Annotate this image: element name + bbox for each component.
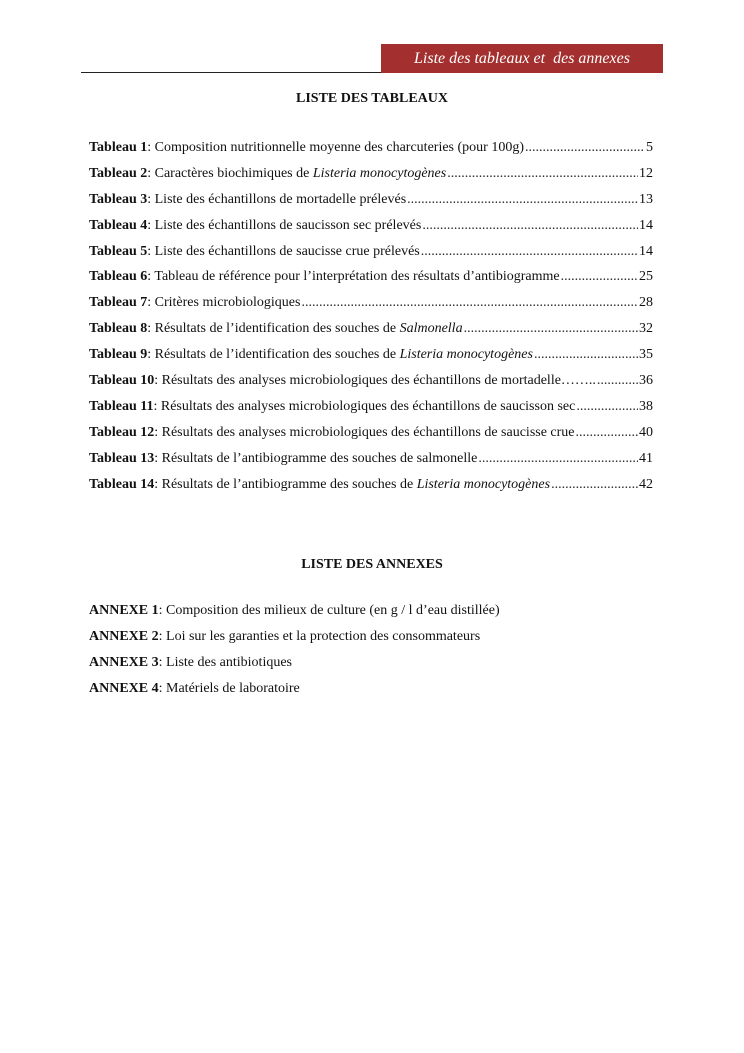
entry-label: Tableau 6 [89, 269, 148, 285]
annex-title: Liste des antibiotiques [166, 655, 292, 670]
dot-leader [407, 192, 638, 208]
entry-title: Résultats des analyses microbiologiques des échantillons de mortadelle…….. [161, 373, 596, 389]
dot-leader [301, 295, 638, 311]
entry-separator: : [147, 191, 155, 207]
entry-label: Tableau 11 [89, 398, 154, 414]
entry-title: Résultats des analyses microbiologiques des échantillons de saucisse crue [161, 424, 575, 440]
toc-entry [89, 399, 653, 425]
entry-text [89, 477, 550, 493]
entry-title: Résultats de l’identification des souches de [154, 321, 400, 337]
entry-text [89, 269, 560, 285]
toc-entry [89, 140, 653, 166]
dot-leader [421, 244, 638, 260]
toc-entry [89, 269, 653, 295]
entry-title: Résultats des analyses microbiologiques des échantillons de saucisson sec [160, 398, 576, 414]
entry-separator: : [147, 165, 155, 181]
entry-label: Tableau 10 [89, 373, 155, 389]
dot-leader [525, 140, 645, 156]
entry-text [89, 192, 406, 208]
annex-label: ANNEXE 2 [89, 629, 159, 644]
entry-title: Critères microbiologiques [154, 295, 301, 311]
toc-entry [89, 373, 653, 399]
entry-text [89, 425, 575, 441]
dot-leader [576, 399, 638, 415]
annex-entry [89, 629, 653, 655]
entry-title: Liste des échantillons de mortadelle prélevés [154, 191, 407, 207]
entry-title: Résultats de l’identification des souches de [154, 347, 400, 363]
annex-label: ANNEXE 4 [89, 681, 159, 696]
entry-text [89, 373, 596, 389]
annexes-section-title: LISTE DES ANNEXES [301, 557, 443, 572]
entry-title: Résultats de l’antibiogramme des souches de [161, 476, 417, 492]
tables-section-title: LISTE DES TABLEAUX [296, 91, 448, 106]
header-rule [81, 72, 381, 73]
page-number: 14 [639, 243, 653, 259]
entry-separator: : [147, 269, 155, 285]
entry-text [89, 295, 300, 311]
annex-title: Composition des milieux de culture (en g / l d’eau distillée) [166, 603, 500, 618]
toc-entry [89, 477, 653, 503]
entry-title-italic: Listeria monocytogènes [399, 347, 533, 363]
dot-leader [534, 347, 638, 363]
dot-leader [576, 425, 638, 441]
entry-label: Tableau 1 [89, 140, 148, 155]
entry-title-italic: Salmonella [399, 321, 463, 337]
toc-entry [89, 295, 653, 321]
annex-title: Loi sur les garanties et la protection des consommateurs [166, 629, 481, 644]
entry-title: Liste des échantillons de saucisse crue prélevés [154, 243, 420, 259]
entry-separator: : [154, 450, 162, 466]
entry-separator: : [153, 398, 161, 414]
entry-label: Tableau 12 [89, 424, 155, 440]
page-number: 5 [646, 140, 653, 155]
annex-entry [89, 681, 653, 707]
toc-entry [89, 244, 653, 270]
toc-entry [89, 321, 653, 347]
entry-label: Tableau 14 [89, 476, 155, 492]
entry-separator: : [147, 243, 155, 259]
dot-leader [561, 269, 638, 285]
dot-leader [478, 451, 638, 467]
dot-leader [447, 166, 638, 182]
entry-label: Tableau 9 [89, 347, 148, 363]
tables-list [89, 140, 653, 502]
entry-separator: : [147, 217, 155, 233]
entry-label: Tableau 3 [89, 191, 148, 207]
entry-text [89, 244, 420, 260]
page-number: 40 [639, 424, 653, 440]
entry-separator: : [154, 373, 162, 389]
entry-separator: : [147, 295, 155, 311]
dot-leader [422, 218, 638, 234]
page-number: 12 [639, 165, 653, 181]
entry-title: Composition nutritionnelle moyenne des charcuteries (pour 100g) [154, 140, 524, 155]
entry-separator: : [154, 476, 162, 492]
toc-entry [89, 192, 653, 218]
page-number: 13 [639, 191, 653, 207]
entry-separator: : [147, 347, 155, 363]
toc-entry [89, 347, 653, 373]
page-number: 28 [639, 295, 653, 311]
page-number: 42 [639, 476, 653, 492]
entry-label: Tableau 2 [89, 165, 148, 181]
running-header-banner: Liste des tableaux et des annexes [381, 44, 663, 73]
annex-entry [89, 655, 653, 681]
entry-text [89, 347, 533, 363]
entry-label: Tableau 5 [89, 243, 148, 259]
dot-leader [464, 321, 638, 337]
entry-text [89, 140, 524, 156]
entry-label: Tableau 4 [89, 217, 148, 233]
entry-label: Tableau 8 [89, 321, 148, 337]
entry-separator: : [154, 424, 162, 440]
toc-entry [89, 218, 653, 244]
page-number: 41 [639, 450, 653, 466]
annex-separator: : [158, 603, 167, 618]
annexes-list [89, 603, 653, 707]
dot-leader [597, 373, 638, 389]
entry-separator: : [147, 140, 155, 155]
annex-title: Matériels de laboratoire [166, 681, 300, 696]
entry-title: Tableau de référence pour l’interprétation des résultats d’antibiogramme [154, 269, 560, 285]
annex-label: ANNEXE 3 [89, 655, 159, 670]
entry-text [89, 218, 421, 234]
annex-separator: : [158, 655, 167, 670]
entry-label: Tableau 13 [89, 450, 155, 466]
page-number: 38 [639, 398, 653, 414]
page-number: 32 [639, 321, 653, 337]
entry-title-italic: Listeria monocytogènes [312, 165, 447, 181]
page-number: 35 [639, 347, 653, 363]
page-number: 14 [639, 217, 653, 233]
annex-separator: : [158, 681, 167, 696]
entry-title-italic: Listeria monocytogènes [416, 476, 551, 492]
entry-text [89, 451, 477, 467]
entry-title: Caractères biochimiques de [154, 165, 313, 181]
entry-text [89, 399, 575, 415]
toc-entry [89, 166, 653, 192]
entry-label: Tableau 7 [89, 295, 148, 311]
annex-separator: : [158, 629, 167, 644]
dot-leader [551, 477, 638, 493]
entry-text [89, 321, 463, 337]
toc-entry [89, 451, 653, 477]
entry-title: Résultats de l’antibiogramme des souches de salmonelle [161, 450, 478, 466]
entry-text [89, 166, 446, 182]
entry-separator: : [147, 321, 155, 337]
annex-label: ANNEXE 1 [89, 603, 159, 618]
entry-title: Liste des échantillons de saucisson sec prélevés [154, 217, 422, 233]
annex-entry [89, 603, 653, 629]
toc-entry [89, 425, 653, 451]
page-number: 25 [639, 269, 653, 285]
page-number: 36 [639, 373, 653, 389]
